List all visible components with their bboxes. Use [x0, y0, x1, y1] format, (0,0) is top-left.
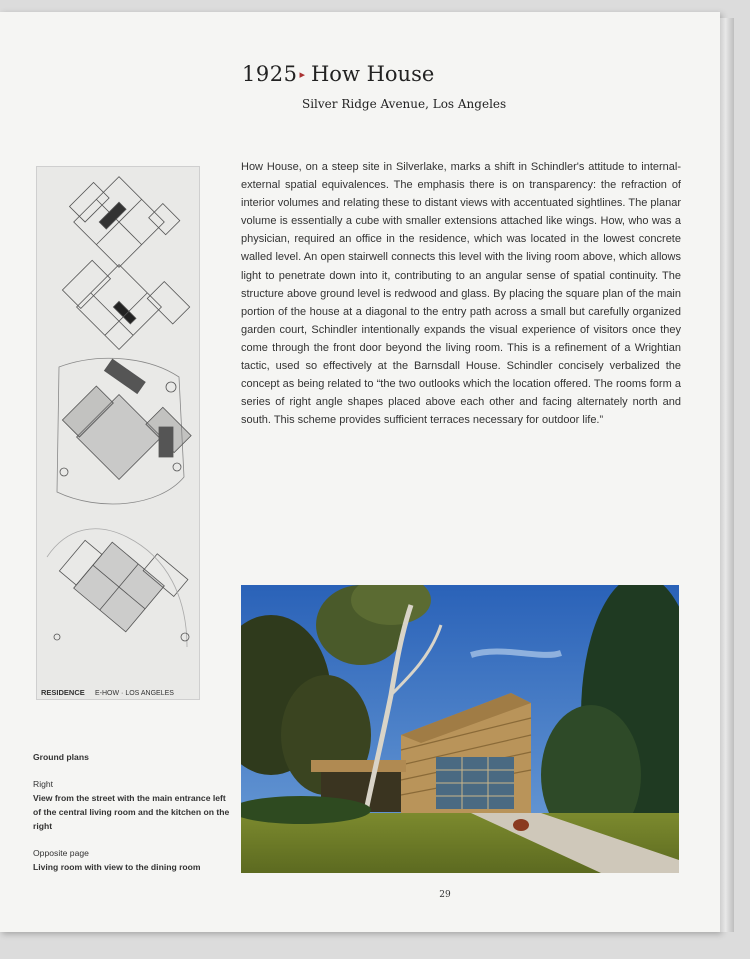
captions [33, 750, 233, 887]
caption-ground-plans: Ground plans [33, 752, 89, 762]
ground-plans-image [36, 166, 200, 700]
ground-plans-drawing [37, 167, 199, 699]
plans-stamp: RESIDENCE [41, 688, 85, 697]
caption-opposite-text: Living room with view to the dining room [33, 862, 201, 872]
page-title [242, 62, 434, 86]
caption-right-label: Right [33, 779, 54, 789]
page-edge [720, 18, 734, 932]
page-number: 29 [439, 890, 451, 900]
house-photo [241, 585, 679, 873]
plans-stamp-right: E-HOW · LOS ANGELES [95, 690, 174, 697]
title-arrow-icon: ▸ [299, 68, 305, 81]
title-name: How House [310, 62, 435, 86]
page-subtitle: Silver Ridge Avenue, Los Angeles [302, 97, 507, 111]
title-year: 1925 [242, 62, 298, 86]
caption-right-text: View from the street with the main entrance left of the central living room and the kitchen on the right [33, 793, 230, 831]
house-photo-drawing [241, 585, 679, 873]
caption-opposite-label: Opposite page [33, 848, 89, 858]
body-text: How House, on a steep site in Silverlake, marks a shift in Schindler's attitude to internal-external spatial equivalences. The emphasis there is on transparency: the refraction of interior volumes and relating these to distant views with accentuated sightlines. The planar volume is essentially a cube with smaller extensions attached like wings. How, who was a physician, required an office in the residence, which was located in the lowest concrete walled level. An open stairwell connects this level with the living room above, which allows light to penetrate down into it, contributing to an angular sense of spatial continuity. The structure above ground level is redwood and glass. By placing the square plan of the main portion of the house at a diagonal to the entry path across a small but carefully organized garden court, Schindler intentionally expands the visual experience of visitors once they come through the front door beyond the living room. This is a refinement of a Wrightian tactic, used so effectively at the Barnsdall House. Schindler concisely verbalized the concept as being related to “the two outlooks which the location offered. The rooms form a series of right angle shapes placed above each other and facing alternately north and south. This scheme provides sufficient terraces necessary for outdoor life.” [241, 161, 681, 427]
